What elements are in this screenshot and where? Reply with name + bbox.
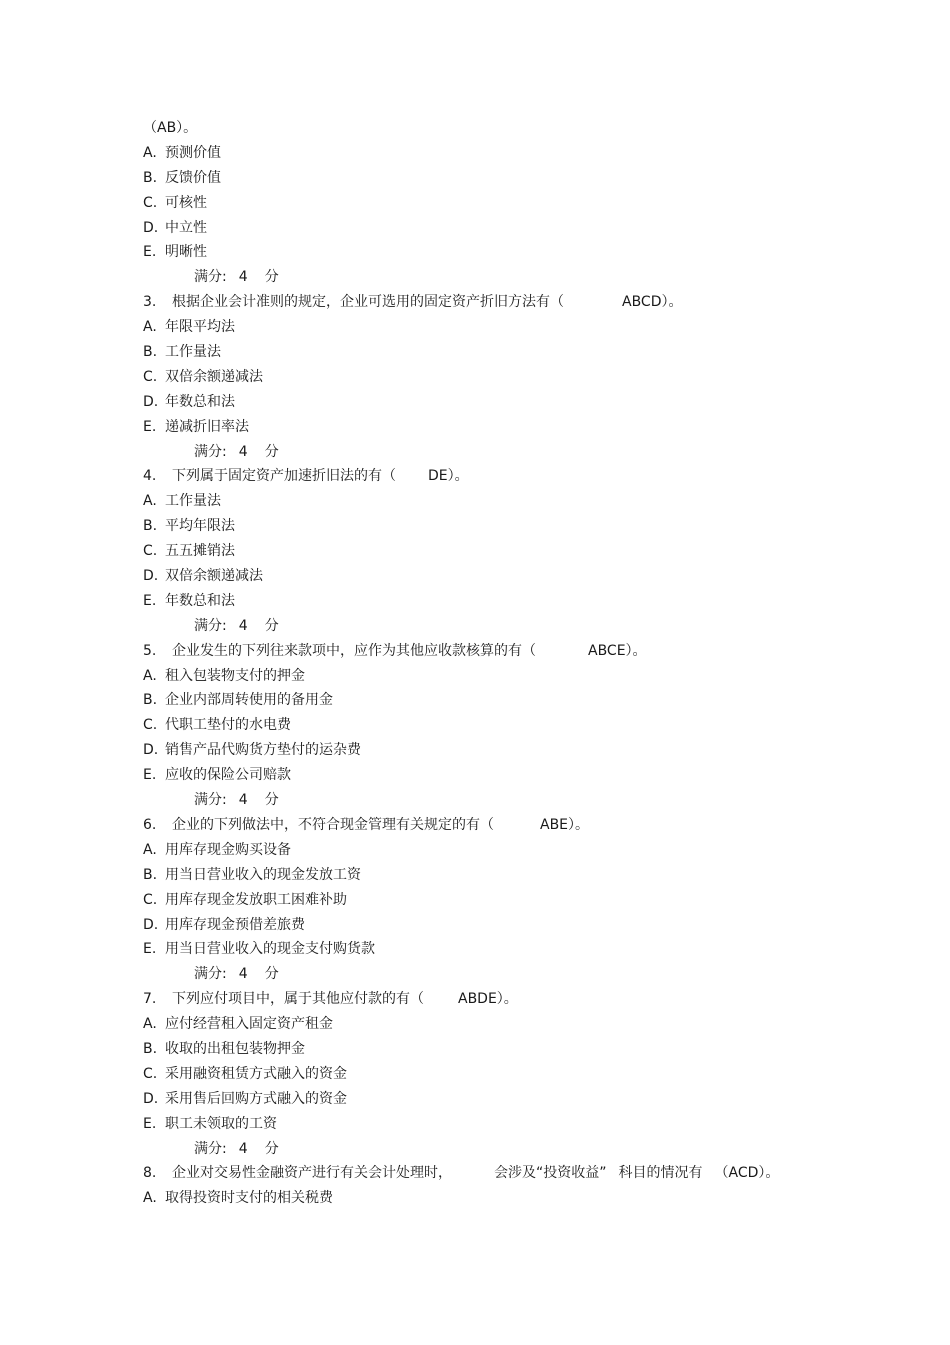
option-e: E. 用当日营业收入的现金支付购货款 [143, 941, 375, 958]
score-line: 满分: 4 分 [194, 792, 279, 809]
option-c: C. 双倍余额递减法 [143, 368, 263, 385]
option-d: D. 用库存现金预借差旅费 [143, 916, 305, 933]
option-b: B. 收取的出租包装物押金 [143, 1040, 305, 1057]
option-a: A. 工作量法 [143, 493, 221, 510]
answer-key: ABCD）。 [622, 294, 683, 311]
score-line: 满分: 4 分 [194, 1140, 279, 1157]
option-a: A. 取得投资时支付的相关税费 [143, 1190, 333, 1207]
option-e: E. 明晰性 [143, 244, 207, 261]
question-5: 5. 企业发生的下列往来款项中，应作为其他应收款核算的有（ ABCE）。 [143, 639, 883, 664]
option-e: E. 年数总和法 [143, 592, 235, 609]
question-8: 8. 企业对交易性金融资产进行有关会计处理时， 会涉及“投资收益” 科目的情况有 （ACD）。 [143, 1161, 883, 1186]
option-c: C. 用库存现金发放职工困难补助 [143, 891, 347, 908]
option-a: A. 应付经营租入固定资产租金 [143, 1016, 333, 1033]
option-d: D. 采用售后回购方式融入的资金 [143, 1090, 347, 1107]
option-b: B. 工作量法 [143, 344, 221, 361]
answer-key: （ACD）。 [714, 1165, 780, 1182]
option-a: A. 年限平均法 [143, 319, 235, 336]
option-a: A. 租入包装物支付的押金 [143, 667, 305, 684]
option-c: C. 代职工垫付的水电费 [143, 717, 291, 734]
answer-key: DE）。 [428, 468, 469, 485]
score-line: 满分: 4 分 [194, 966, 279, 983]
option-e: E. 应收的保险公司赔款 [143, 767, 291, 784]
answer-line: （AB）。 [143, 120, 198, 136]
answer-key: ABCE）。 [588, 642, 647, 659]
option-d: D. 销售产品代购货方垫付的运杂费 [143, 742, 361, 759]
question-4: 4. 下列属于固定资产加速折旧法的有（ DE）。 [143, 464, 883, 489]
option-b: B. 平均年限法 [143, 518, 235, 535]
score-line: 满分: 4 分 [194, 617, 279, 634]
option-b: B. 反馈价值 [143, 169, 221, 186]
question-7: 7. 下列应付项目中，属于其他应付款的有（ ABDE）。 [143, 987, 883, 1012]
option-e: E. 递减折旧率法 [143, 418, 249, 435]
option-e: E. 职工未领取的工资 [143, 1115, 277, 1132]
question-3: 3. 根据企业会计准则的规定，企业可选用的固定资产折旧方法有（ ABCD）。 [143, 290, 883, 315]
score-line: 满分: 4 分 [194, 443, 279, 460]
option-c: C. 五五摊销法 [143, 543, 235, 560]
question-6: 6. 企业的下列做法中，不符合现金管理有关规定的有（ ABE）。 [143, 813, 883, 838]
option-b: B. 用当日营业收入的现金发放工资 [143, 866, 361, 883]
document-page [143, 116, 883, 1211]
option-d: D. 年数总和法 [143, 393, 235, 410]
option-d: D. 双倍余额递减法 [143, 568, 263, 585]
option-a: A. 用库存现金购买设备 [143, 841, 291, 858]
answer-key: ABDE）。 [458, 991, 518, 1008]
option-b: B. 企业内部周转使用的备用金 [143, 692, 333, 709]
option-d: D. 中立性 [143, 219, 207, 236]
option-c: C. 采用融资租赁方式融入的资金 [143, 1065, 347, 1082]
option-c: C. 可核性 [143, 194, 207, 211]
option-a: A. 预测价值 [143, 144, 221, 161]
score-line: 满分: 4 分 [194, 269, 279, 286]
answer-key: ABE）。 [540, 816, 590, 833]
